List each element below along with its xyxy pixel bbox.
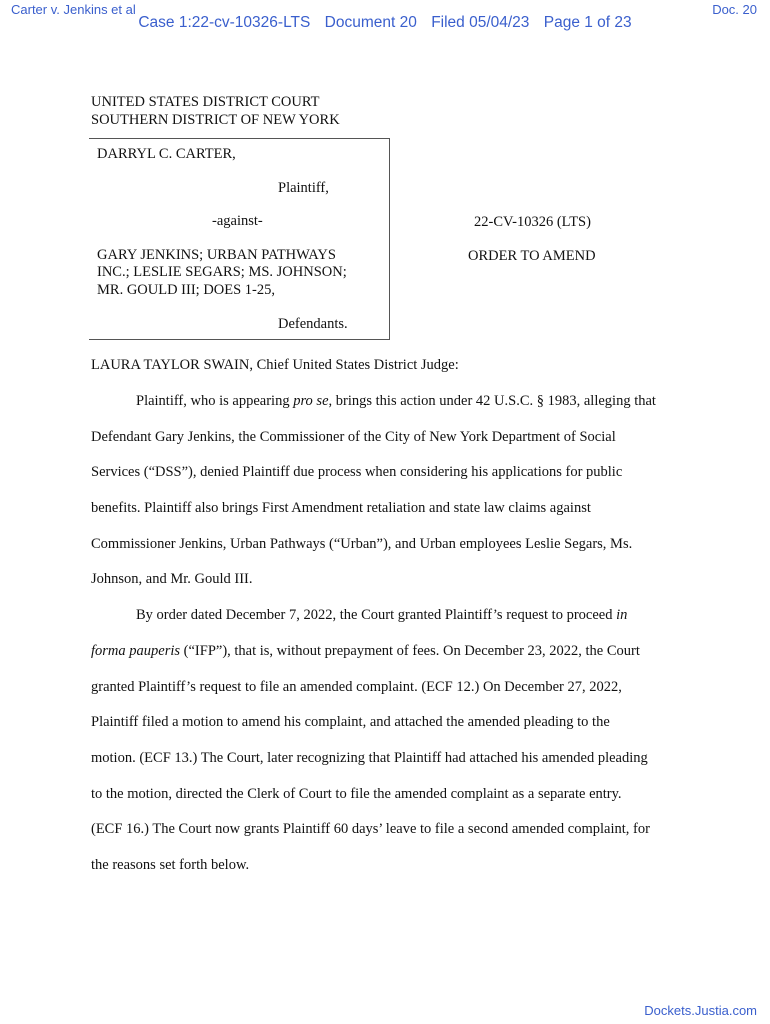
case-caption-box [89, 138, 390, 340]
case-number-header: Case 1:22-cv-10326-LTS [138, 14, 311, 31]
filed-date-header: Filed 05/04/23 [431, 14, 530, 31]
defendants-line1: GARY JENKINS; URBAN PATHWAYS [97, 247, 336, 263]
paragraph2-line3: granted Plaintiff’s request to file an amended complaint. (ECF 12.) On December 27, 2022, [91, 679, 622, 695]
paragraph1-line6: Johnson, and Mr. Gould III. [91, 571, 253, 587]
plaintiff-name: DARRYL C. CARTER, [97, 146, 236, 162]
paragraph2-line1: By order dated December 7, 2022, the Court granted Plaintiff’s request to proceed in [136, 607, 628, 623]
paragraph1-line2: Defendant Gary Jenkins, the Commissioner of the City of New York Department of Social [91, 429, 616, 445]
paragraph1-line5: Commissioner Jenkins, Urban Pathways (“Urban”), and Urban employees Leslie Segars, Ms. [91, 536, 633, 552]
defendants-line3: MR. GOULD III; DOES 1-25, [97, 282, 276, 298]
case-title-link[interactable]: Carter v. Jenkins et al [11, 2, 136, 17]
defendants-line2: INC.; LESLIE SEGARS; MS. JOHNSON; [97, 264, 347, 280]
paragraph2-line5: motion. (ECF 13.) The Court, later recognizing that Plaintiff had attached his amended pleading [91, 750, 648, 766]
paragraph2-line8: the reasons set forth below. [91, 857, 250, 873]
judge-line: LAURA TAYLOR SWAIN, Chief United States District Judge: [91, 357, 459, 373]
court-name-line1: UNITED STATES DISTRICT COURT [91, 94, 320, 110]
paragraph2-line6: to the motion, directed the Clerk of Court to file the amended complaint as a separate entry. [91, 786, 622, 802]
paragraph2-line7: (ECF 16.) The Court now grants Plaintiff 60 days’ leave to file a second amended complaint, for [91, 821, 650, 837]
docket-number: 22-CV-10326 (LTS) [474, 214, 591, 230]
paragraph2-line4: Plaintiff filed a motion to amend his complaint, and attached the amended pleading to the [91, 714, 610, 730]
plaintiff-role: Plaintiff, [278, 180, 329, 196]
ecf-header [0, 14, 770, 32]
paragraph1-line1: Plaintiff, who is appearing pro se, brings this action under 42 U.S.C. § 1983, alleging that [136, 393, 656, 409]
document-header: Document 20 [324, 14, 417, 31]
against-label: -against- [212, 213, 263, 229]
document-number-link[interactable]: Doc. 20 [712, 2, 757, 17]
court-name-line2: SOUTHERN DISTRICT OF NEW YORK [91, 112, 340, 128]
paragraph1-line3: Services (“DSS”), denied Plaintiff due process when considering his applications for public [91, 464, 623, 480]
order-title: ORDER TO AMEND [468, 248, 596, 264]
paragraph1-line4: benefits. Plaintiff also brings First Amendment retaliation and state law claims against [91, 500, 591, 516]
page-count-header: Page 1 of 23 [543, 14, 632, 31]
paragraph2-line2: forma pauperis (“IFP”), that is, without prepayment of fees. On December 23, 2022, the Court [91, 643, 640, 659]
defendant-role: Defendants. [278, 316, 348, 332]
justia-footer-link[interactable]: Dockets.Justia.com [644, 1003, 757, 1018]
